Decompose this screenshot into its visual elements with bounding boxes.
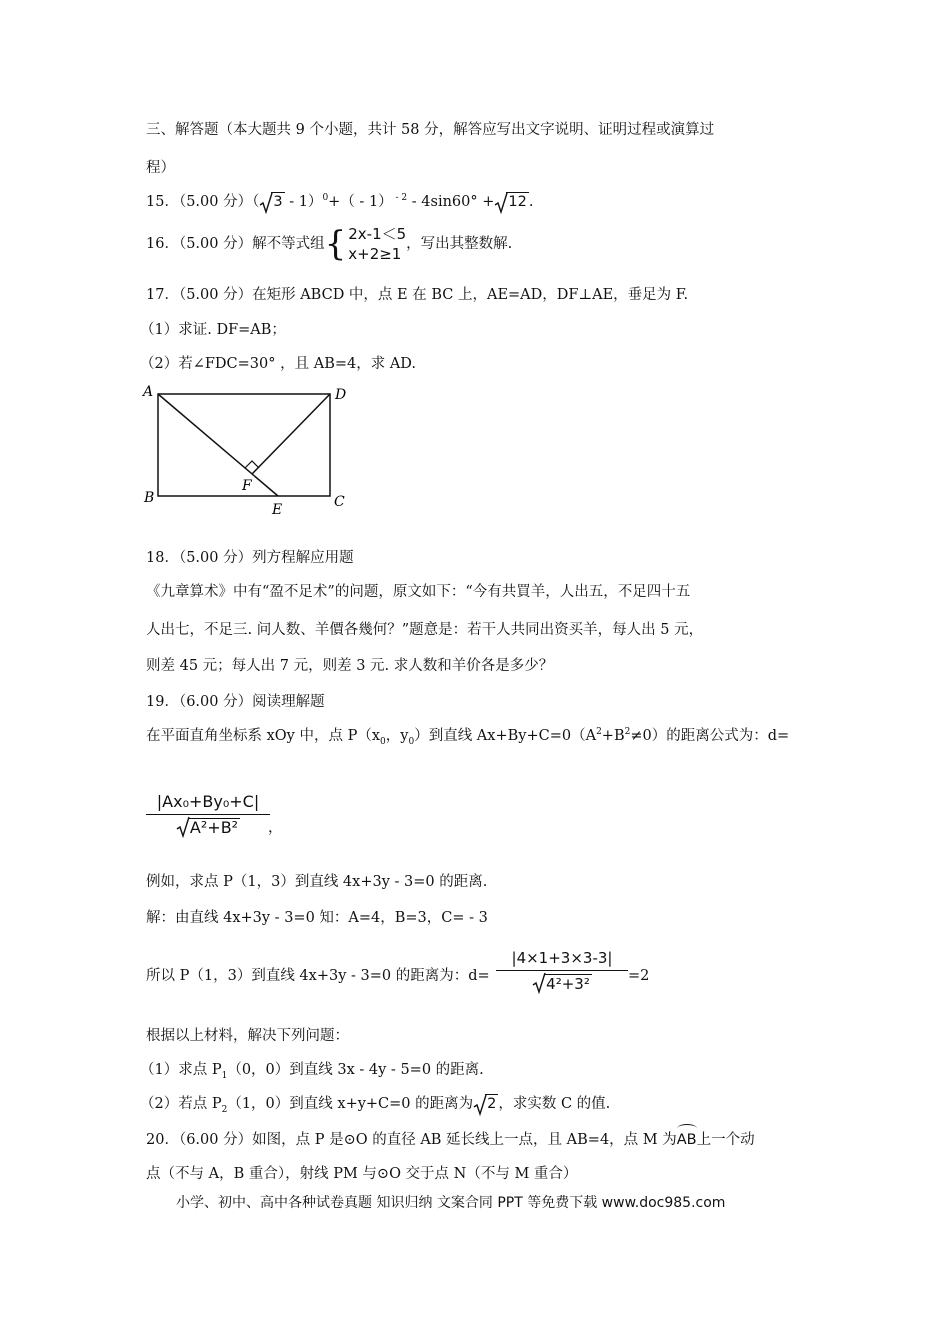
question-19-part1: （1）求点 $P_1(0$，0）到直线 3x - 4y - 5=0 的距离.: [140, 1062, 484, 1081]
label-c: C: [334, 494, 345, 510]
segment-ae: [158, 394, 278, 496]
distance-formula-comma: ，: [268, 820, 283, 836]
result-denominator: 4²+3²: [496, 971, 628, 996]
question-19-title: 19．（6.00 分）阅读理解题: [146, 694, 325, 710]
question-18-title: 18．（5.00 分）列方程解应用题: [146, 550, 354, 566]
label-e: E: [272, 502, 283, 518]
question-15: 15．（5.00 分）（ 3 - 1）$^0$+（ - 1） $^{- 2}$ - 4sin60° + 12 .: [146, 193, 534, 210]
question-18-line1: 《九章算术》中有“盈不足术”的问题，原文如下：“今有共買羊，人出五，不足四十五: [146, 584, 691, 600]
section-header-line1: 三、解答题（本大题共 9 个小题，共计 58 分，解答应写出文字说明、证明过程或演算过: [146, 122, 715, 138]
question-19-solution: 解：由直线 4x+3y - 3=0 知：A=4，B=3，C= - 3: [146, 910, 488, 926]
system-brace: {: [324, 224, 347, 264]
question-16: 16．（5.00 分）解不等式组{ 2x-1＜5 x+2≥1 ，写出其整数解.: [146, 224, 513, 264]
question-17-stem: 17．（5.00 分）在矩形 ABCD 中，点 E 在 BC 上，AE=AD，DF⊥AE，垂足为 F.: [146, 287, 689, 303]
question-19-after: 根据以上材料，解决下列问题：: [146, 1028, 349, 1044]
section-header-line2: 程）: [146, 160, 175, 176]
arc-ab: AB: [676, 1132, 697, 1148]
sqrt-3: 3: [259, 192, 284, 212]
result-fraction: [496, 946, 628, 996]
sqrt-12: 12: [494, 192, 528, 212]
question-20-line1: 20．（6.00 分）如图，点 P 是⊙O 的直径 AB 延长线上一点，且 AB=4，点 M 为AB上一个动: [146, 1132, 755, 1148]
question-19-part2: （2）若点 $P_2(1$，0）到直线 x+y+C=0 的距离为 2 ，求实数 C 的值.: [140, 1096, 611, 1115]
segment-df: [252, 394, 330, 474]
question-18-line2: 人出七，不足三. 问人数、羊價各幾何？”题意是：若干人共同出资买羊，每人出 5 元，: [146, 622, 704, 638]
label-b: B: [144, 490, 155, 506]
sqrt-2: 2: [473, 1094, 498, 1114]
label-d: D: [335, 387, 347, 403]
result-numerator: |4×1+3×3-3|: [496, 946, 628, 971]
distance-formula-denominator: A²+B²: [146, 815, 270, 840]
question-20-line2: 点（不与 A，B 重合），射线 PM 与⊙O 交于点 N（不与 M 重合）: [146, 1166, 578, 1182]
question-17-part1: （1）求证. DF=AB；: [140, 322, 286, 338]
right-angle-mark: [245, 461, 259, 468]
question-19-result-prefix: 所以 P（1，3）到直线 4x+3y - 3=0 的距离为：d=: [146, 968, 490, 984]
distance-formula: [146, 790, 270, 840]
result-value: =2: [628, 968, 650, 984]
footer: 小学、初中、高中各种试卷真题 知识归纳 文案合同 PPT 等免费下载 www.doc985.com: [176, 1195, 726, 1211]
question-19-intro: 在平面直角坐标系 xOy 中，点 $P(x_0$，$y_0$）到直线 $Ax+By+C=0(A^2+B^2\ne 0)$的距离公式为：d=: [146, 727, 790, 747]
question-18-line3: 则差 45 元；每人出 7 元，则差 3 元. 求人数和羊价各是多少？: [146, 658, 554, 674]
label-f: F: [242, 478, 252, 494]
label-a: A: [143, 384, 154, 400]
question-19-example: 例如，求点 P（1，3）到直线 4x+3y - 3=0 的距离.: [146, 874, 488, 890]
question-17-part2: （2）若∠FDC=30° ，且 AB=4，求 AD.: [140, 356, 417, 372]
inequality-system: 2x-1＜5 x+2≥1: [348, 225, 407, 263]
rectangle-diagram: [140, 380, 360, 520]
distance-formula-numerator: |Ax₀+By₀+C|: [146, 790, 270, 815]
